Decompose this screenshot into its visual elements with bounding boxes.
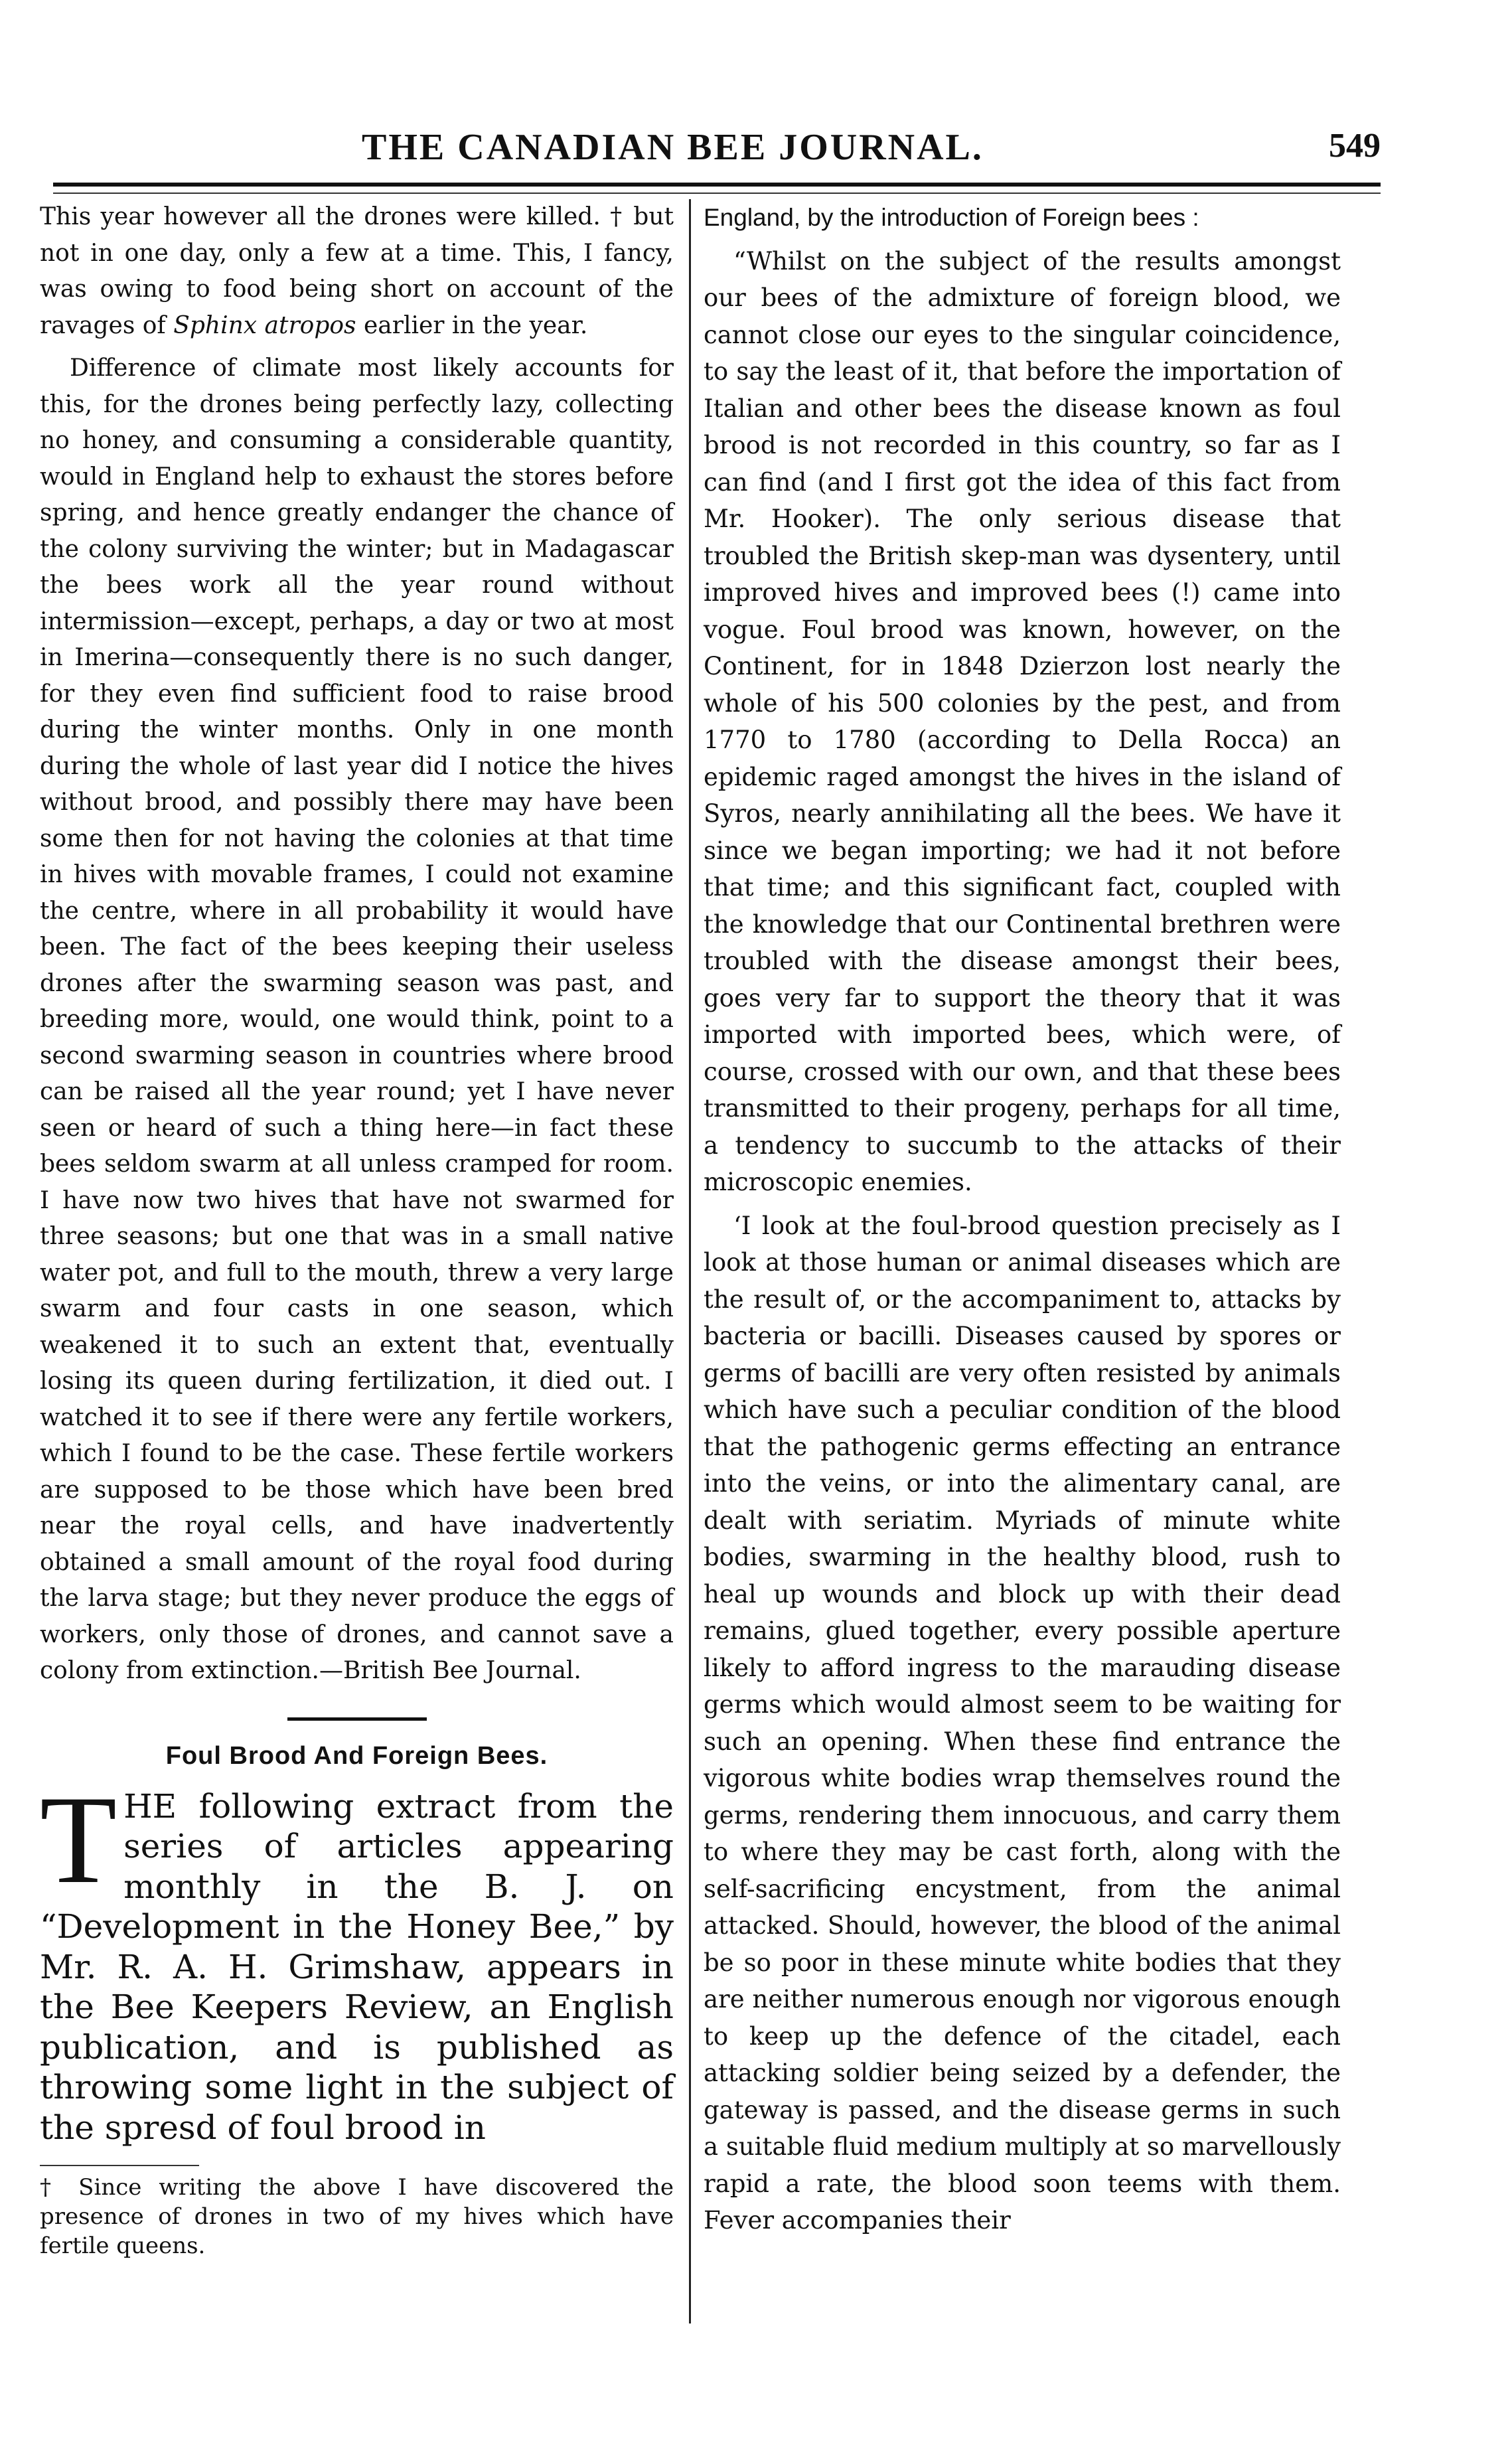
right-paragraph-2: ‘I look at the foul-brood question precisely as I look at those human or animal diseases which are the result of, or the accompaniment to, attacks by bacteria or bacilli. Diseases caused by spores or germs of bacilli are very often resisted by animals which have such a peculiar condition of the blood that the pathogenic germs effecting an entrance into the veins, or into the alimentary canal, are dealt with seriatim. Myriads of minute white bodies, swarming in the healthy blood, rush to heal up wounds and block up with their dead remains, glued together, every possible aperture likely to afford ingress to the marauding disease germs which would almost seem to be waiting for such an opening. When these find entrance the vigorous white bodies wrap themselves round the germs, rendering them innocuous, and carry them to where they may be cast forth, along with the self-sacrificing encystment, from the animal attacked. Should, however, the blood of the animal be so poor in these minute white bodies that they are neither numerous enough nor vigorous enough to keep up the defence of the citadel, each attacking soldier being seized by a defender, the gateway is passed, and the disease germs in such a suitable fluid medium multiply at so marvellously rapid a rate, the blood soon teems with them. Fever accompanies their bbox=[704, 1211, 1341, 2235]
page-number: 549 bbox=[1329, 127, 1381, 165]
intro-text: HE following extract from the series of articles appearing monthly in the B. J. on “Development in the Honey Bee,” by Mr. R. A. H. Grimshaw, appears in the Bee Keepers Review, an English publication, and is published as throwing some light in the subject of the spresd of foul brood in bbox=[40, 1786, 674, 2147]
left-p1-text-b: earlier in the year. bbox=[356, 311, 588, 339]
header-rule-thick bbox=[53, 183, 1381, 187]
drop-cap: T bbox=[40, 1770, 117, 1910]
page-header bbox=[53, 126, 1381, 179]
section-ornament bbox=[40, 1707, 674, 1730]
right-paragraph-1: “Whilst on the subject of the results amongst our bees of the admixture of foreign blood, we cannot close our eyes to the singular coincidence, to say the least of it, that before the importation of Italian and other bees the disease known as foul brood is not recorded in this country, so far as I can find (and I first got the idea of this fact from Mr. Hooker). The only serious disease that troubled the British skep-man was dysentery, until improved hives and improved bees (!) came into vogue. Foul brood was known, however, on the Continent, for in 1848 Dzierzon lost nearly the whole of his 500 colonies by the pest, and from 1770 to 1780 (according to Della Rocca) an epidemic raged amongst the hives in the island of Syros, nearly annihilating all the bees. We have it since we began importing; we had it not before that time; and this significant fact, coupled with the knowledge that our Continental brethren were troubled with the disease amongst their bees, goes very far to support the theory that it was imported with imported bees, which were, of course, crossed with our own, and that these bees transmitted to their progeny, perhaps for all time, a tendency to succumb to the attacks of their microscopic enemies. bbox=[704, 246, 1341, 1196]
left-paragraph-2: Difference of climate most likely accounts for this, for the drones being perfectly lazy, collecting no honey, and consuming a considerable quantity, would in England help to exhaust the stores before spring, and hence greatly endanger the chance of the colony surviving the winter; but in Madagascar the bees work all the year round without intermission—except, perhaps, a day or two at most in Imerina—consequently there is no such danger, for they even find sufficient food to raise brood during the winter months. Only in one month during the whole of last year did I notice the hives without brood, and possibly there may have been some then for not having the colonies at that time in hives with movable frames, I could not examine the centre, where in all probability it would have been. The fact of the bees keeping their useless drones after the swarming season was past, and breeding more, would, one would think, point to a second swarming season in countries where brood can be raised all the year round; yet I have never seen or heard of such a thing here—in fact these bees seldom swarm at all unless cramped for room. I have now two hives that have not swarmed for three seasons; but one that was in a small native water pot, and full to the mouth, threw a very large swarm and four casts in one season, which weakened it to such an extent that, eventually losing its queen during fertilization, it died out. I watched it to see if there were any fertile workers, which I found to be the case. These fertile workers are supposed to be those which have been bred near the royal cells, and have inadvertently obtained a small amount of the royal food during the larva stage; but they never produce the eggs of workers, only those of drones, and cannot save a colony from extinction.—British Bee Journal. bbox=[40, 354, 674, 1684]
left-paragraph-1 bbox=[40, 199, 674, 344]
header-rule-thin bbox=[53, 193, 1381, 194]
running-title: THE CANADIAN BEE JOURNAL. bbox=[362, 127, 984, 168]
left-p1-italic: Sphinx atropos bbox=[173, 311, 356, 339]
right-lead-text: England, by the introduction of Foreign bees : bbox=[704, 204, 1199, 231]
footnote: † Since writing the above I have discovered the presence of drones in two of my hives which have fertile queens. bbox=[40, 2174, 674, 2259]
ornament-line bbox=[287, 1717, 427, 1721]
left-p1-text-a: This year however all the drones were killed. † but not in one day, only a few at a time. This, I fancy, was owing to food being short on account of the ravages of bbox=[40, 203, 674, 339]
footnote-rule bbox=[40, 2165, 199, 2166]
left-column bbox=[40, 199, 674, 2267]
column-divider bbox=[689, 199, 691, 2323]
right-column bbox=[704, 199, 1341, 2246]
intro-paragraph bbox=[40, 1770, 674, 2148]
section-heading: Foul Brood And Foreign Bees. bbox=[165, 1741, 548, 1770]
